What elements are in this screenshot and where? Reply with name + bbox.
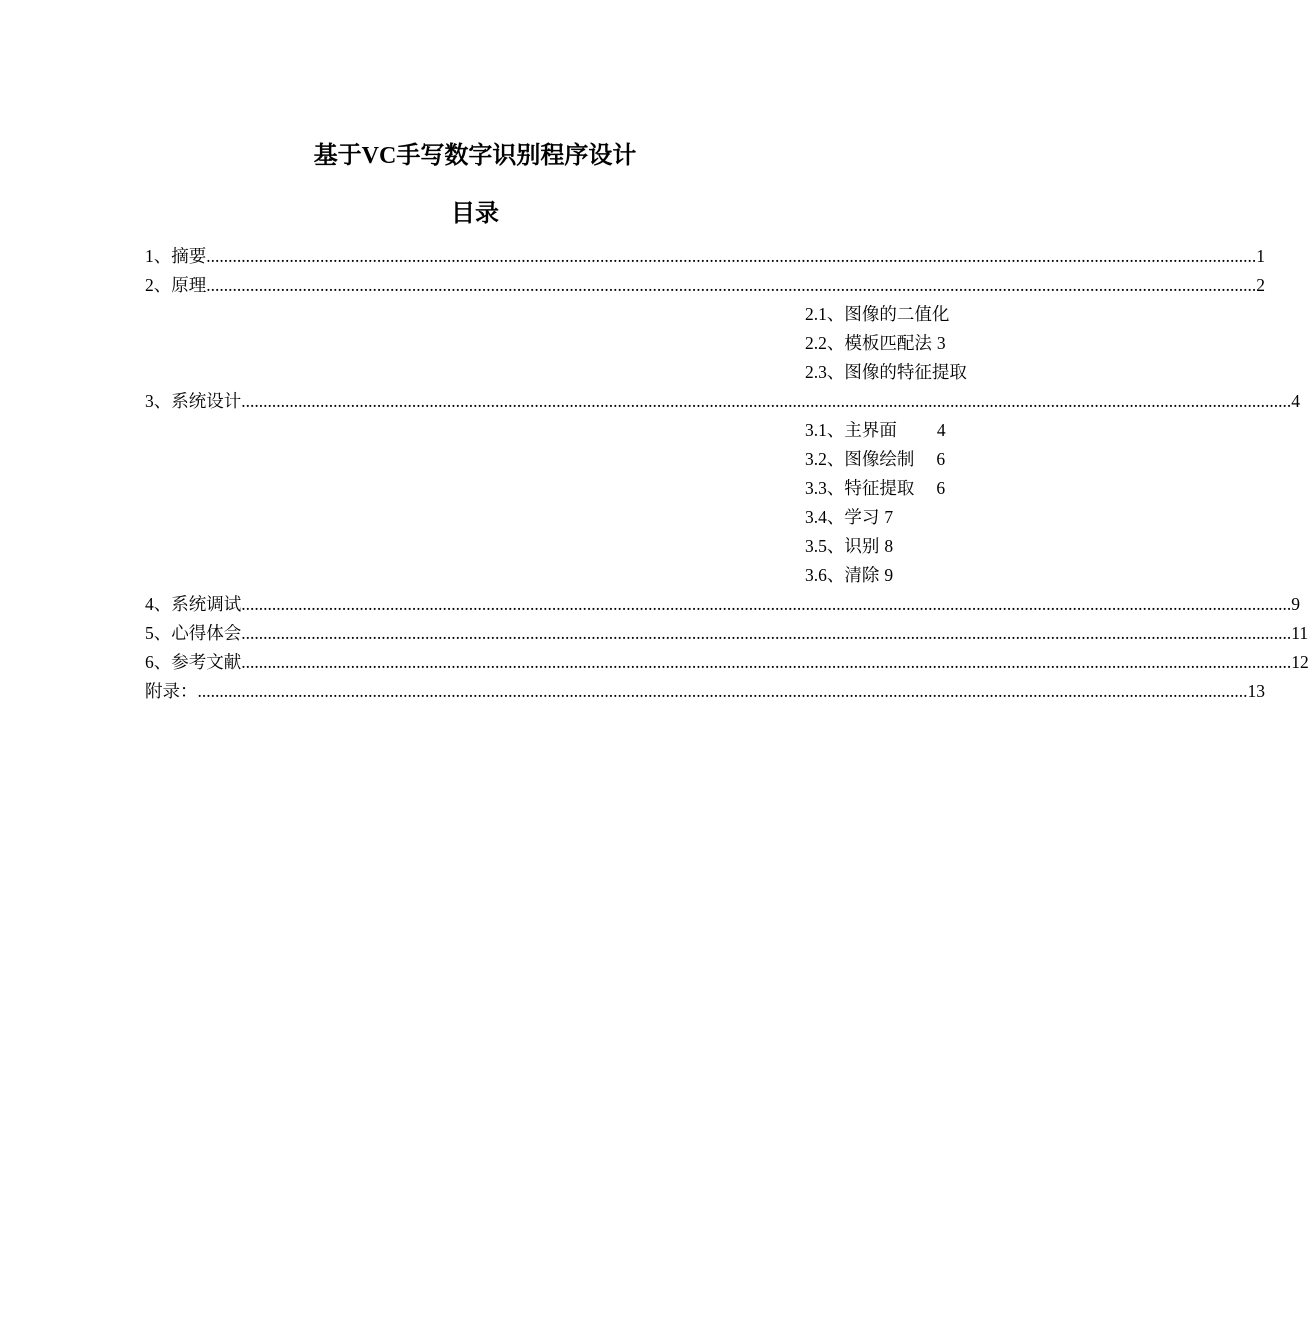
toc-subentry-label: 3.2、图像绘制 (805, 449, 915, 469)
toc-subentry-page: 6 (936, 449, 946, 469)
toc-subentry-clear[interactable] (805, 564, 950, 586)
toc-subentry-feature-extraction[interactable] (805, 361, 967, 383)
toc-subentry-feature-extract[interactable] (805, 477, 950, 499)
toc-entry-principle[interactable] (145, 274, 1265, 296)
toc-subentry-image-drawing[interactable] (805, 448, 950, 470)
toc-subentry-label: 3.3、特征提取 (805, 478, 915, 498)
toc-entry-appendix[interactable] (145, 680, 1265, 702)
toc-entry-label: 3、系统设计 (145, 391, 242, 411)
toc-entry-label: 2、原理 (145, 275, 207, 295)
toc-subentry-page: 8 (884, 536, 894, 556)
toc-leader-dots (241, 622, 1291, 644)
toc-subentry-learning[interactable] (805, 506, 950, 528)
toc-subentry-page: 3 (936, 333, 946, 353)
toc-entry-reflections[interactable] (145, 622, 1309, 644)
toc-entry-system-debug[interactable] (145, 593, 1300, 615)
toc-subentry-recognition[interactable] (805, 535, 950, 557)
toc-entry-references[interactable] (145, 651, 1309, 673)
toc-leader-dots (206, 274, 1256, 296)
toc-entry-label: 附录： (145, 681, 198, 701)
toc-subentry-page: 7 (884, 507, 894, 527)
toc-entry-label: 1、摘要 (145, 246, 207, 266)
toc-subentry-page: 9 (884, 565, 894, 585)
toc-entry-page: 1 (1256, 246, 1265, 266)
toc-entry-label: 6、参考文献 (145, 652, 242, 672)
toc-leader-dots (198, 680, 1248, 702)
toc-entry-abstract[interactable] (145, 245, 1265, 267)
toc-entry-page: 12 (1291, 652, 1309, 672)
toc-leader-dots (241, 651, 1291, 673)
toc-entry-page: 11 (1291, 623, 1309, 643)
toc-subentry-label: 2.1、图像的二值化 (805, 304, 950, 324)
toc-entry-page: 2 (1256, 275, 1265, 295)
toc-entry-system-design[interactable] (145, 390, 1300, 412)
toc-subentry-page: 6 (936, 478, 946, 498)
toc-subentry-label: 3.5、识别 (805, 536, 880, 556)
toc-heading: 目录 (451, 201, 499, 227)
toc-subentry-template-matching[interactable] (805, 332, 950, 354)
toc-entry-label: 5、心得体会 (145, 623, 242, 643)
toc-subentry-label: 2.3、图像的特征提取 (805, 362, 967, 382)
toc-subentry-label: 3.1、主界面 (805, 420, 897, 440)
toc-subentry-binarization[interactable] (805, 303, 950, 325)
toc-entry-page: 13 (1247, 681, 1265, 701)
toc-entry-label: 4、系统调试 (145, 594, 242, 614)
toc-subentry-page: 4 (936, 420, 946, 440)
toc-entry-page: 4 (1291, 391, 1300, 411)
toc-subentry-main-ui[interactable] (805, 419, 950, 441)
toc-subentry-label: 2.2、模板匹配法 (805, 333, 932, 353)
toc-leader-dots (206, 245, 1256, 267)
toc-leader-dots (241, 593, 1291, 615)
document-title: 基于VC手写数字识别程序设计 (313, 143, 637, 169)
toc-entry-page: 9 (1291, 594, 1300, 614)
toc-subentry-label: 3.4、学习 (805, 507, 880, 527)
toc-leader-dots (241, 390, 1291, 412)
toc-subentry-label: 3.6、清除 (805, 565, 880, 585)
